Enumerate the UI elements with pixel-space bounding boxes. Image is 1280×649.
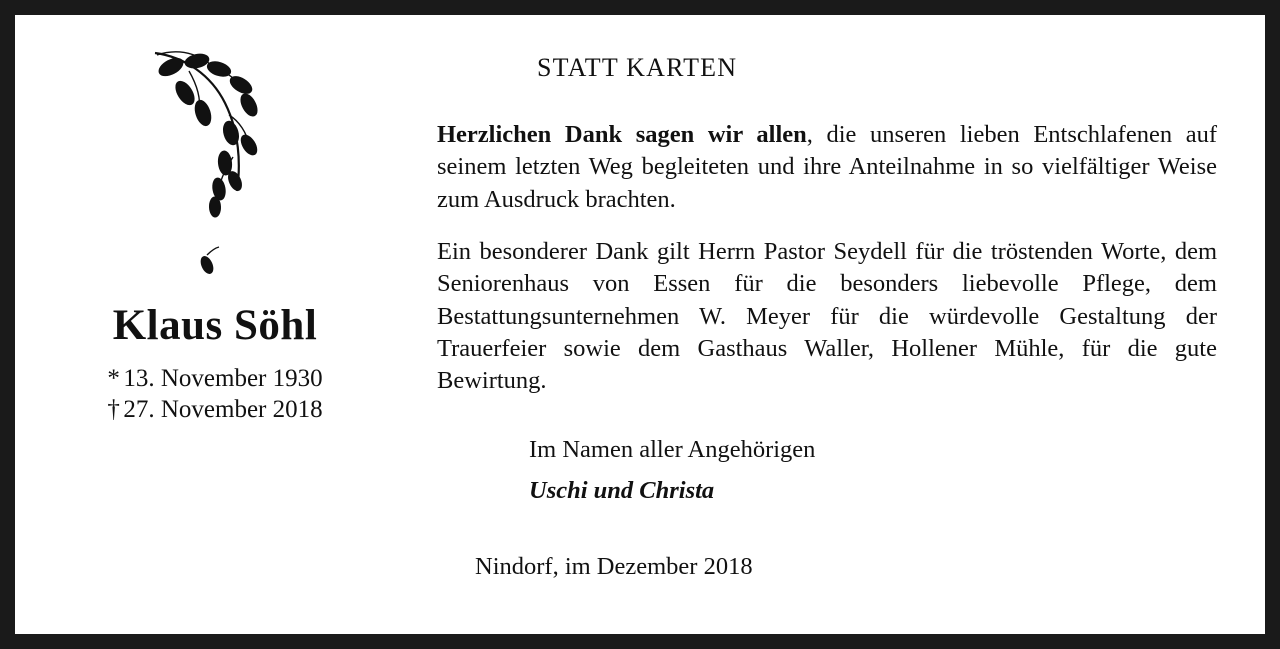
- thanks-paragraph-2: Ein besonderer Dank gilt Herrn Pastor Seydell für die tröstenden Worte, dem Seniorenhaus von Essen für die besonders liebevolle Pflege, dem Bestattungsunternehmen W. Meyer für die würdevolle Gestaltung der Trauerfeier sowie dem Gasthaus Waller, Hollener Mühle, für die gute Bewirtung.: [437, 237, 1217, 395]
- left-column: [15, 15, 415, 634]
- closing-block: [529, 432, 1217, 506]
- deceased-name: Klaus Söhl: [112, 302, 318, 349]
- notice-inner-frame: [14, 14, 1266, 635]
- birth-symbol: *: [107, 365, 120, 393]
- on-behalf-of-line: Im Namen aller Angehörigen: [529, 435, 816, 463]
- right-column: [415, 15, 1265, 634]
- life-dates: [107, 364, 322, 425]
- birth-date: 13. November 1930: [123, 365, 323, 393]
- death-symbol: †: [107, 395, 120, 423]
- notice-heading: STATT KARTEN: [537, 53, 738, 82]
- death-date-line: [107, 395, 322, 426]
- place-and-date: Nindorf, im Dezember 2018: [475, 553, 753, 581]
- signers-line: Uschi und Christa: [529, 477, 715, 505]
- branch-with-leaves-illustration: [145, 41, 305, 301]
- birth-date-line: [107, 364, 322, 395]
- thanks-paragraph-1-bold: Herzlichen Dank sagen wir allen: [437, 121, 807, 148]
- death-date: 27. November 2018: [123, 395, 323, 423]
- thanks-paragraph-1: [437, 119, 1217, 216]
- thanks-paragraph-1-rest: , die unseren lieben Entschlafenen auf seinem letzten Weg begleiteten und ihre Anteilnahme in so vielfältiger Weise zum Ausdruck brachten.: [437, 121, 1217, 213]
